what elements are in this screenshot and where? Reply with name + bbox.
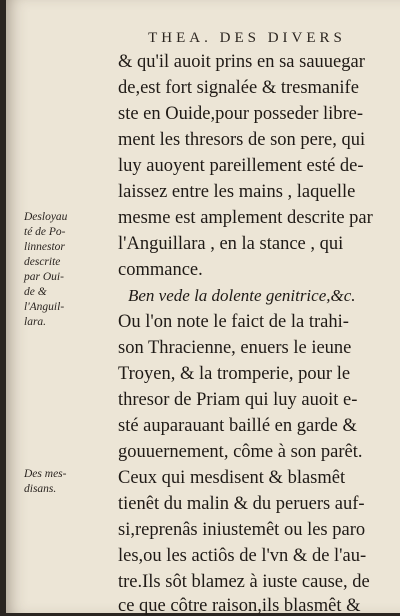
side-note-line: descrite	[24, 256, 61, 268]
text-line: Troyen, & la tromperie, pour le	[118, 364, 351, 384]
side-note-line: par Oui-	[24, 271, 64, 283]
text-line: les,ou les actiôs de l'vn & de l'au-	[118, 546, 367, 566]
text-line: l'Anguillara , en la stance , qui	[118, 234, 344, 254]
text-line: ment les thresors de son pere, qui	[118, 130, 366, 150]
text-line: si,reprenâs iniustemêt ou les paro	[118, 520, 366, 540]
text-line: laissez entre les mains , laquelle	[118, 182, 356, 202]
text-line: son Thracienne, enuers le ieune	[118, 338, 352, 358]
quotation-line: Ben vede la dolente genitrice,&c.	[128, 286, 356, 305]
text-line: tienêt du malin & du peruers auf-	[118, 494, 365, 514]
side-note-line: Desloyau	[24, 211, 68, 223]
text-line: luy auoyent pareillement esté de-	[118, 156, 364, 176]
side-note-line: disans.	[24, 483, 57, 495]
text-line: Ou l'on note le faict de la trahi-	[118, 312, 349, 332]
text-line: ce que côtre raison,ils blasmêt &	[118, 596, 361, 616]
side-note-line: lara.	[24, 316, 47, 328]
text-line: Ceux qui mesdisent & blasmêt	[118, 468, 346, 488]
text-line: & qu'il auoit prins en sa sauuegar	[118, 52, 365, 72]
book-page	[6, 0, 400, 616]
text-line: commance.	[118, 260, 203, 280]
side-note-line: de &	[24, 286, 47, 298]
side-note-line: l'Anguil-	[24, 301, 65, 313]
text-line: gouuernement, côme à son parêt.	[118, 442, 363, 462]
side-note-line: té de Po-	[24, 226, 66, 238]
text-line: thresor de Priam qui luy auoit e-	[118, 390, 358, 410]
text-line: tre.Ils sôt blamez à iuste cause, de	[118, 572, 370, 592]
text-line: ste en Ouide,pour posseder libre-	[118, 104, 364, 124]
text-line: mesme est amplement descrite par	[118, 208, 373, 228]
side-note-line: linnestor	[24, 241, 65, 253]
running-header: THEA. DES DIVERS	[148, 30, 346, 46]
side-note-line: Des mes-	[24, 468, 67, 480]
text-line: de,est fort signalée & tresmanife	[118, 78, 359, 98]
text-line: sté auparauant baillé en garde &	[118, 416, 357, 436]
